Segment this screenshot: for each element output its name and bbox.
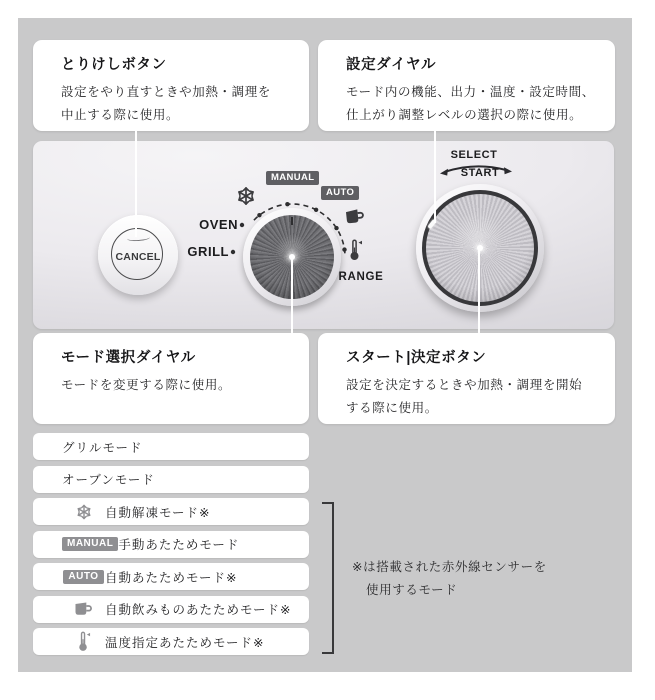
callout-title: モード選択ダイヤル (61, 350, 196, 366)
callout-body-line: モード内の機能、出力・温度・設定時間、 (346, 85, 595, 99)
callout-title: 設定ダイヤル (346, 57, 437, 73)
callout-title: とりけしボタン (61, 57, 167, 73)
mode-label: 自動飲みものあたためモード※ (105, 603, 292, 617)
callout-line-start-button (478, 247, 480, 334)
list-item-auto-defrost-mode (33, 498, 309, 525)
mode-label: 温度指定あたためモード※ (105, 635, 265, 650)
grill-position-label: GRILL (187, 244, 229, 259)
mode-label: 手動あたためモード (118, 538, 240, 552)
thermometer-icon (76, 631, 91, 652)
mode-label: 自動あたためモード※ (105, 570, 238, 585)
callout-body-line: 中止する際に使用。 (61, 108, 180, 122)
snowflake-icon (75, 503, 93, 521)
auto-position-badge: AUTO (321, 186, 359, 200)
callout-body-line: モードを変更する際に使用。 (61, 378, 232, 392)
list-item-auto-reheat-mode (33, 563, 309, 590)
sensor-modes-bracket (322, 502, 334, 654)
callout-start-button (318, 333, 615, 424)
cancel-button-label: CANCEL (115, 251, 161, 263)
list-item-grill-mode (33, 433, 309, 460)
cup-icon (344, 207, 366, 226)
control-panel-photo (33, 141, 614, 329)
list-item-manual-reheat-mode (33, 531, 309, 558)
auto-badge: AUTO (63, 570, 103, 584)
callout-body-line: 設定をやり直すときや加熱・調理を (61, 85, 272, 99)
oven-position-label: OVEN (199, 217, 238, 232)
sensor-note-line: ※は搭載された赤外線センサーを (352, 560, 547, 574)
sensor-note-line: 使用するモード (366, 583, 458, 597)
manual-badge: MANUAL (62, 537, 118, 551)
mode-dial-pointer (291, 217, 293, 225)
callout-setting-dial (318, 40, 615, 131)
mode-label: オーブンモード (62, 473, 155, 487)
start-label: START (460, 167, 500, 179)
snowflake-icon (235, 185, 257, 207)
sensor-note (352, 556, 547, 602)
callout-title: スタート|決定ボタン (346, 350, 487, 366)
callout-line-mode-dial (291, 257, 293, 334)
callout-body-line: する際に使用。 (346, 401, 438, 415)
callout-line-cancel (135, 130, 137, 237)
callout-body-line: 仕上がり調整レベルの選択の際に使用。 (346, 108, 583, 122)
select-label: SELECT (450, 149, 498, 161)
list-item-temperature-reheat-mode (33, 628, 309, 655)
thermometer-icon (347, 239, 363, 261)
callout-mode-dial (33, 333, 309, 424)
range-position-label: RANGE (338, 271, 384, 283)
mode-label: グリルモード (62, 440, 143, 455)
cup-icon (74, 601, 93, 617)
callout-body-line: 設定を決定するときや加熱・調理を開始 (346, 378, 583, 392)
list-item-auto-drink-reheat-mode (33, 596, 309, 623)
mode-label: 自動解凍モード※ (105, 505, 211, 520)
manual-position-badge: MANUAL (266, 171, 319, 185)
mode-legend-list (33, 433, 309, 655)
list-item-oven-mode (33, 466, 309, 493)
cancel-button[interactable] (98, 215, 178, 295)
callout-cancel-button (33, 40, 309, 131)
callout-line-setting-dial (434, 130, 436, 223)
